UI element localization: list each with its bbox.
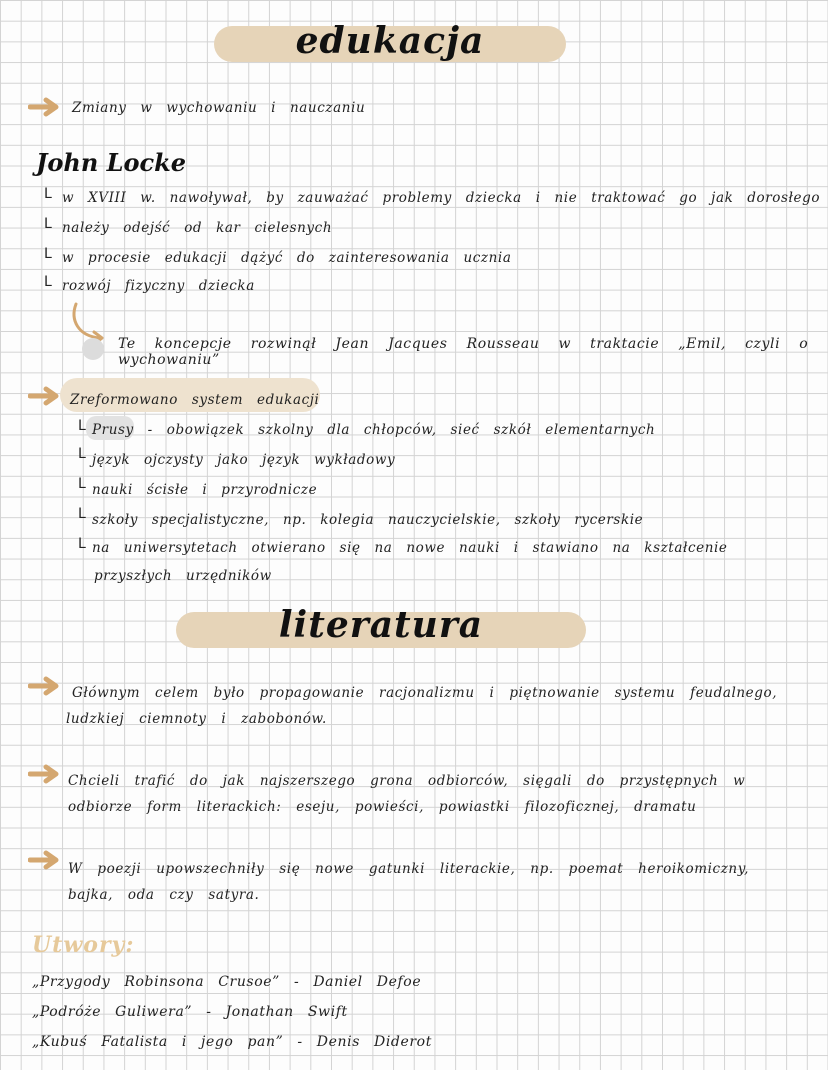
locke-item: należy odejść od kar cielesnych: [62, 220, 333, 236]
locke-item: w procesie edukacji dążyć do zainteresowania ucznia: [62, 250, 512, 266]
changes-text: Zmiany w wychowaniu i nauczaniu: [72, 100, 366, 116]
bullet-marker: L: [44, 274, 52, 290]
reform-item: nauki ścisłe i przyrodnicze: [92, 482, 318, 498]
section-title-edukacja: edukacja: [295, 20, 485, 62]
bullet-marker: L: [78, 506, 86, 522]
bullet-marker: L: [78, 476, 86, 492]
reform-item: język ojczysty jako język wykładowy: [92, 452, 396, 468]
reform-item: szkoły specjalistyczne, np. kolegia nauczycielskie, szkoły rycerskie: [92, 512, 644, 528]
reform-heading: Zreformowano system edukacji: [70, 392, 320, 408]
work-item: „Przygody Robinsona Crusoe” - Daniel Defoe: [32, 974, 422, 990]
arrow-icon: [28, 764, 62, 784]
locke-item: w XVIII w. nawoływał, by zauważać problemy dziecka i nie traktować go jak dorosłego: [62, 190, 821, 206]
reform-item: Prusy - obowiązek szkolny dla chłopców, sieć szkół elementarnych: [92, 422, 656, 438]
arrow-icon: [28, 97, 62, 117]
reform-item: na uniwersytetach otwierano się na nowe nauki i stawiano na kształcenie: [92, 540, 728, 556]
arrow-icon: [28, 850, 62, 870]
circle-marker: [82, 338, 104, 360]
bullet-marker: L: [78, 446, 86, 462]
works-heading: Utwory:: [32, 932, 135, 958]
locke-item: rozwój fizyczny dziecka: [62, 278, 255, 294]
literature-paragraph-3: W poezji upowszechniły się nowe gatunki literackie, np. poemat heroikomiczny, bajka, oda czy satyra.: [68, 861, 750, 903]
bullet-marker: L: [78, 418, 86, 434]
section-title-literatura: literatura: [278, 604, 484, 646]
bullet-marker: L: [78, 536, 86, 552]
literature-paragraph-2: Chcieli trafić do jak najszerszego grona odbiorców, sięgali do przystępnych w odbiorze form literackich: eseju, powieści, powiastki filozoficznej, dramatu: [68, 773, 746, 815]
bullet-marker: L: [44, 186, 52, 202]
literature-paragraph-1: Głównym celem było propagowanie racjonalizmu i piętnowanie systemu feudalnego, ludzkiej ciemnoty i zabobonów.: [66, 685, 778, 727]
bullet-marker: L: [44, 216, 52, 232]
reform-item-continuation: przyszłych urzędników: [94, 568, 272, 584]
arrow-icon: [28, 386, 62, 406]
arrow-icon: [28, 676, 62, 696]
rousseau-text: Te koncepcje rozwinął Jean Jacques Rousseau w traktacie „Emil, czyli o wychowaniu”: [118, 336, 809, 368]
work-item: „Kubuś Fatalista i jego pan” - Denis Diderot: [32, 1034, 432, 1050]
locke-heading: John Locke: [36, 148, 187, 177]
bullet-marker: L: [44, 246, 52, 262]
work-item: „Podróże Guliwera” - Jonathan Swift: [32, 1004, 348, 1020]
